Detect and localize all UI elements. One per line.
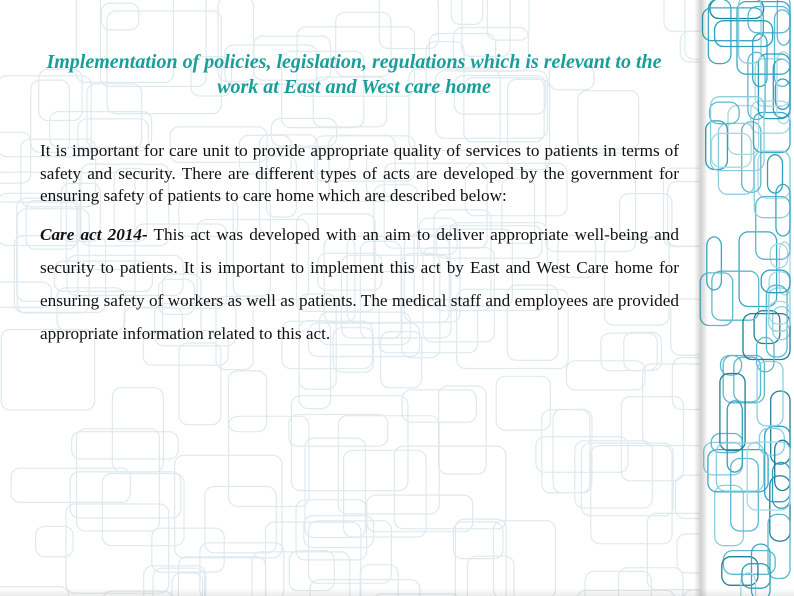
pattern-shape bbox=[542, 410, 590, 493]
act-title: Care act 2014- bbox=[40, 224, 148, 244]
slide-body bbox=[40, 140, 679, 350]
pattern-shape bbox=[70, 472, 181, 518]
pattern-shape bbox=[289, 551, 334, 591]
pattern-shape bbox=[266, 522, 361, 596]
slide-title: Implementation of policies, legislation, regulations which is relevant to the work at East and West care home bbox=[46, 51, 662, 98]
pattern-shape bbox=[451, 0, 483, 24]
act-paragraph bbox=[40, 218, 679, 350]
pattern-shape bbox=[487, 0, 529, 40]
fold-shadow bbox=[694, 0, 708, 596]
pattern-shape bbox=[575, 441, 653, 508]
intro-paragraph: It is important for care unit to provide appropriate quality of services to patients in terms of safety and security. There are different types of acts are developed by the government for ensuring safety of patients to care home which are described below: bbox=[40, 141, 679, 205]
pattern-shape bbox=[462, 0, 510, 56]
pattern-shape bbox=[344, 450, 427, 537]
pattern-shape bbox=[77, 429, 160, 531]
act-text: This act was developed with an aim to deliver appropriate well-being and security to patients. It is important to implement this act by East and West Care home for ensuring safety of workers as well as patients. The medical staff and employees are provided appropriate information related to this act. bbox=[40, 224, 679, 343]
pattern-shape bbox=[591, 446, 672, 544]
pattern-shape bbox=[402, 390, 476, 422]
pattern-shape bbox=[581, 443, 673, 516]
pattern-shape bbox=[453, 522, 503, 559]
pattern-shape bbox=[439, 386, 487, 474]
pattern-shape bbox=[553, 409, 592, 493]
pattern-shape bbox=[36, 526, 74, 557]
pattern-shape bbox=[228, 371, 266, 432]
pattern-shape bbox=[72, 432, 179, 459]
bottom-shadow bbox=[0, 588, 794, 596]
pattern-shape bbox=[338, 416, 439, 514]
pattern-shape bbox=[179, 343, 221, 425]
pattern-shape bbox=[394, 446, 506, 529]
pattern-shape bbox=[102, 474, 184, 546]
pattern-shape bbox=[566, 361, 645, 390]
pattern-shape bbox=[229, 416, 309, 506]
